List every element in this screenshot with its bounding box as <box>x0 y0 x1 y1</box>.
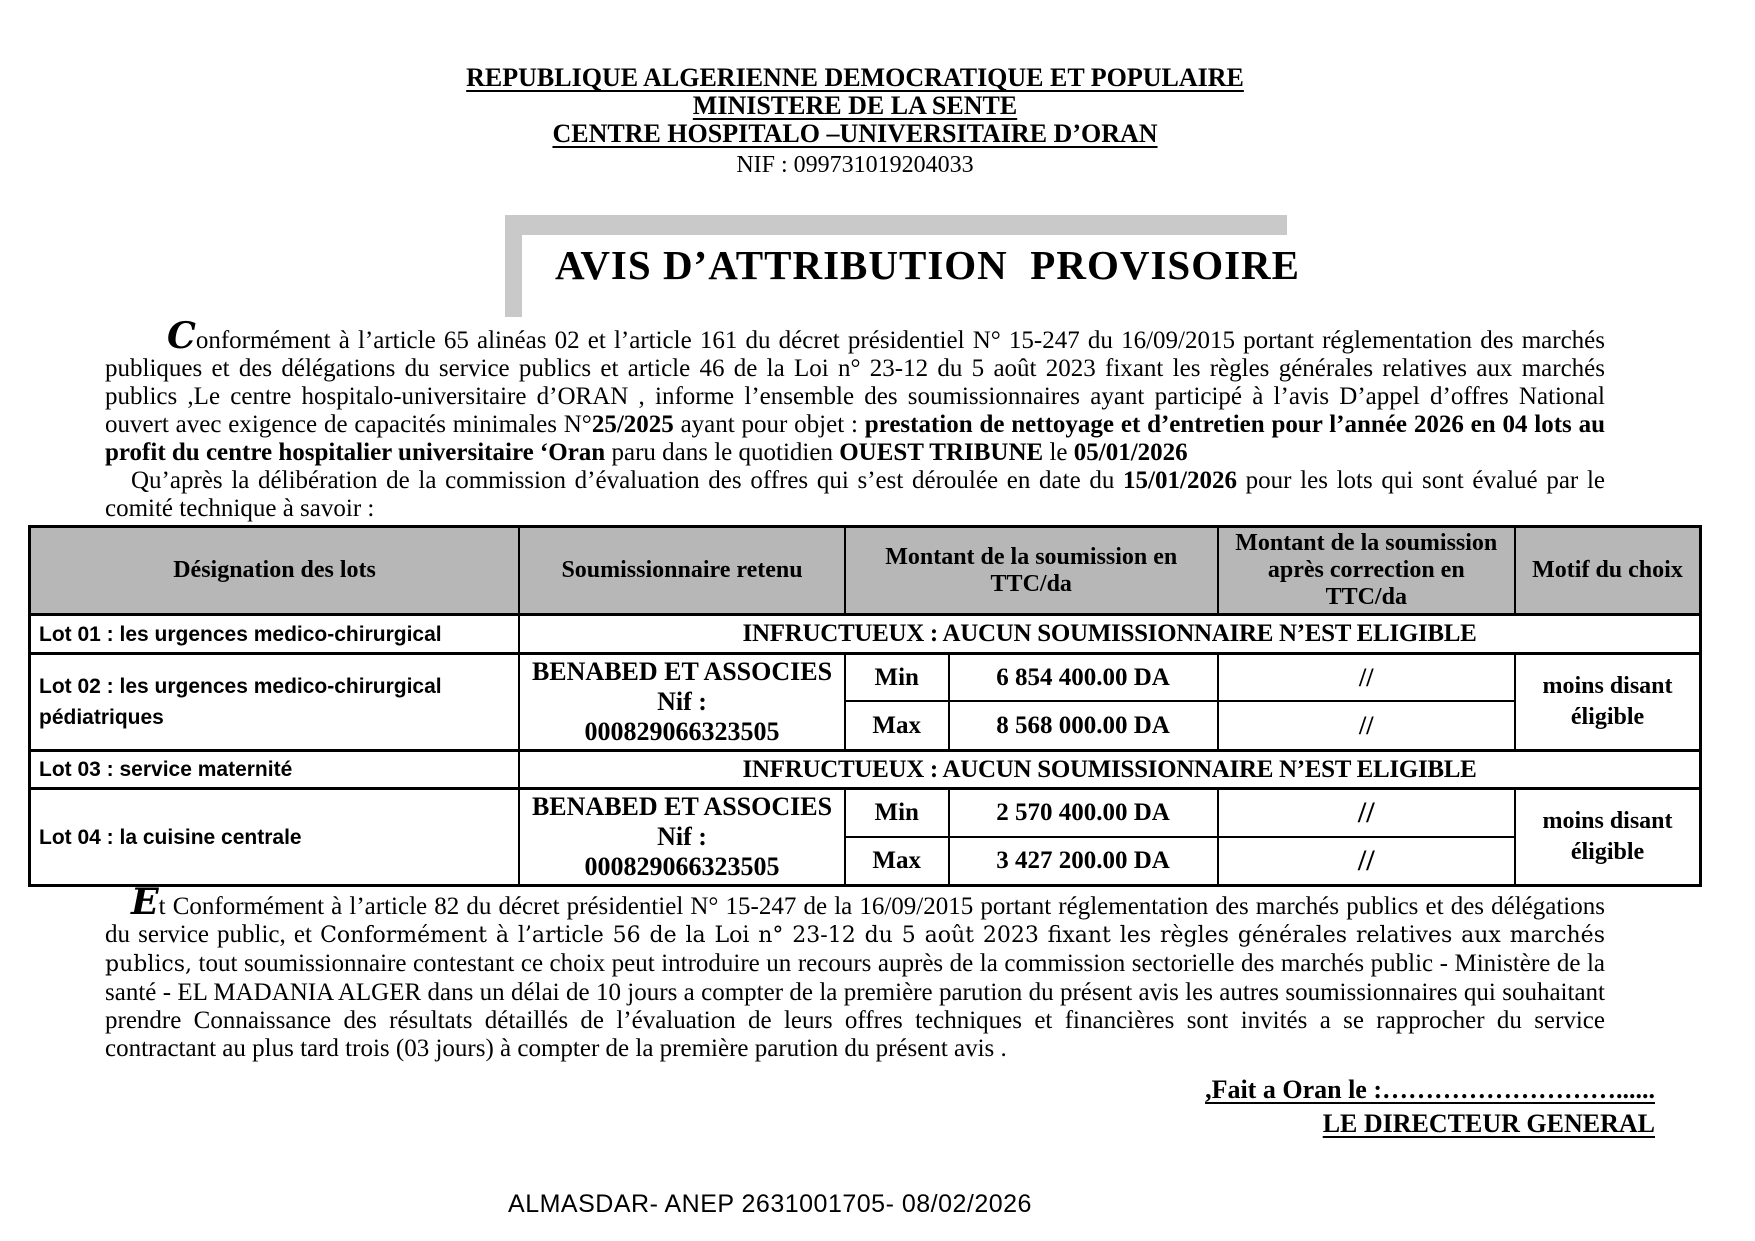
title-shadow-left-bar <box>505 215 522 317</box>
header-ministry-line: MINISTERE DE LA SENTE <box>692 91 1018 120</box>
lot04-min-amount: 2 570 400.00 DA <box>949 789 1218 838</box>
closing-paragraph: Et Conformément à l’article 82 du décret présidentiel N° 15-247 de la 16/09/2015 portant réglementation des marchés publics et des délégations du service public, et Conformément à l’article 56 de la Loi n° 23-12 du 5 août 2023 fixant les règles générales relatives aux marchés publics, tout soumissionnaire contestant ce choix peut introduire un recours auprès de la commission sectorielle des marchés public - Ministère de la santé - EL MADANIA ALGER dans un délai de 10 jours a compter de la première parution du présent avis les autres soumissionnaires qui souhaitant prendre Connaissance des résultats détaillés de l’évaluation de leurs offres techniques et financières sont invités a se rapprocher du service contractant au plus tard trois (03 jours) à compter de la première parution du présent avis . <box>105 880 1605 1062</box>
signature-date-line: ,Fait a Oran le :………………………...... <box>1205 1075 1655 1104</box>
lot04-max-label: Max <box>845 837 949 886</box>
closing-text <box>105 880 1605 1063</box>
lot02-nif-label: Nif : <box>657 687 707 716</box>
lot04-designation: Lot 04 : la cuisine centrale <box>30 789 520 886</box>
page-title: AVIS D’ATTRIBUTION PROVISOIRE <box>555 242 1300 288</box>
lot04-max-corrected: // <box>1218 837 1515 886</box>
lot02-motif: moins disant éligible <box>1515 654 1701 751</box>
table-row-lot01 <box>30 615 1701 654</box>
col-header-motif: Motif du choix <box>1515 527 1701 615</box>
lot02-max-label: Max <box>845 701 949 750</box>
publication-footer: ALMASDAR- ANEP 2631001705- 08/02/2026 <box>508 1190 1032 1218</box>
lot02-nif-value: 000829066323505 <box>584 717 780 746</box>
title-shadow-top-bar <box>505 215 1287 235</box>
lot03-result: INFRUCTUEUX : AUCUN SOUMISSIONNAIRE N’EST ELIGIBLE <box>519 751 1700 789</box>
col-header-montant: Montant de la soumission en TTC/da <box>845 527 1218 615</box>
lot02-min-label: Min <box>845 654 949 702</box>
lot02-min-corrected: // <box>1218 654 1515 702</box>
deliberation-paragraph: Qu’après la délibération de la commission d’évaluation des offres qui s’est déroulée en date du 15/01/2026 pour les lots qui sont évalué par le comité technique à savoir : <box>105 467 1605 522</box>
lot01-designation: Lot 01 : les urgences medico-chirurgical <box>30 615 520 654</box>
lot03-designation: Lot 03 : service maternité <box>30 751 520 789</box>
lot04-nif-value: 000829066323505 <box>584 852 780 881</box>
table-row-lot04-min <box>30 789 1701 838</box>
table-row-lot03 <box>30 751 1701 789</box>
lot02-supplier-name: BENABED ET ASSOCIES <box>531 657 833 686</box>
lot02-designation: Lot 02 : les urgences medico-chirurgical pédiatriques <box>30 654 520 751</box>
document-header <box>105 64 1605 179</box>
lot02-max-corrected: // <box>1218 701 1515 750</box>
col-header-soumissionnaire: Soumissionnaire retenu <box>519 527 845 615</box>
table-header-row <box>30 527 1701 615</box>
title-block <box>505 215 1305 317</box>
table-row-lot02-min <box>30 654 1701 702</box>
lot04-motif: moins disant éligible <box>1515 789 1701 886</box>
lot04-nif-label: Nif : <box>657 822 707 851</box>
header-republic-line: REPUBLIQUE ALGERIENNE DEMOCRATIQUE ET POPULAIRE <box>466 63 1244 92</box>
col-header-montant-correction: Montant de la soumission après correction en TTC/da <box>1218 527 1515 615</box>
lot04-min-label: Min <box>845 789 949 838</box>
lots-table <box>28 525 1702 887</box>
intro-paragraph: Conformément à l’article 65 alinéas 02 et l’article 161 du décret présidentiel N° 15-247 du 16/09/2015 portant réglementation des marchés publiques et des délégations du service publics et article 46 de la Loi n° 23-12 du 5 août 2023 fixant les règles générales relatives aux marchés publics ,Le centre hospitalo-universitaire d’ORAN , informe l’ensemble des soumissionnaires ayant participé à l’avis D’appel d’offres National ouvert avec exigence de capacités minimales N°25/2025 ayant pour objet : prestation de nettoyage et d’entretien pour l’année 2026 en 04 lots au profit du centre hospitalier universitaire ‘Oran paru dans le quotidien OUEST TRIBUNE le 05/01/2026 <box>105 314 1606 466</box>
lot04-supplier <box>519 789 845 886</box>
signature-block <box>0 1073 1655 1141</box>
col-header-designation: Désignation des lots <box>30 527 520 615</box>
lot04-min-corrected: // <box>1218 789 1515 838</box>
lot02-max-amount: 8 568 000.00 DA <box>949 701 1218 750</box>
lot04-supplier-name: BENABED ET ASSOCIES <box>531 792 833 821</box>
body-text <box>105 314 1606 523</box>
lot04-max-amount: 3 427 200.00 DA <box>949 837 1218 886</box>
signature-director-line: LE DIRECTEUR GENERAL <box>1322 1109 1655 1138</box>
header-institution-line: CENTRE HOSPITALO –UNIVERSITAIRE D’ORAN <box>552 119 1158 148</box>
lot02-supplier <box>519 654 845 751</box>
lot01-result: INFRUCTUEUX : AUCUN SOUMISSIONNAIRE N’EST ELIGIBLE <box>519 615 1700 654</box>
header-nif: NIF : 099731019204033 <box>736 152 974 178</box>
lot02-min-amount: 6 854 400.00 DA <box>949 654 1218 702</box>
